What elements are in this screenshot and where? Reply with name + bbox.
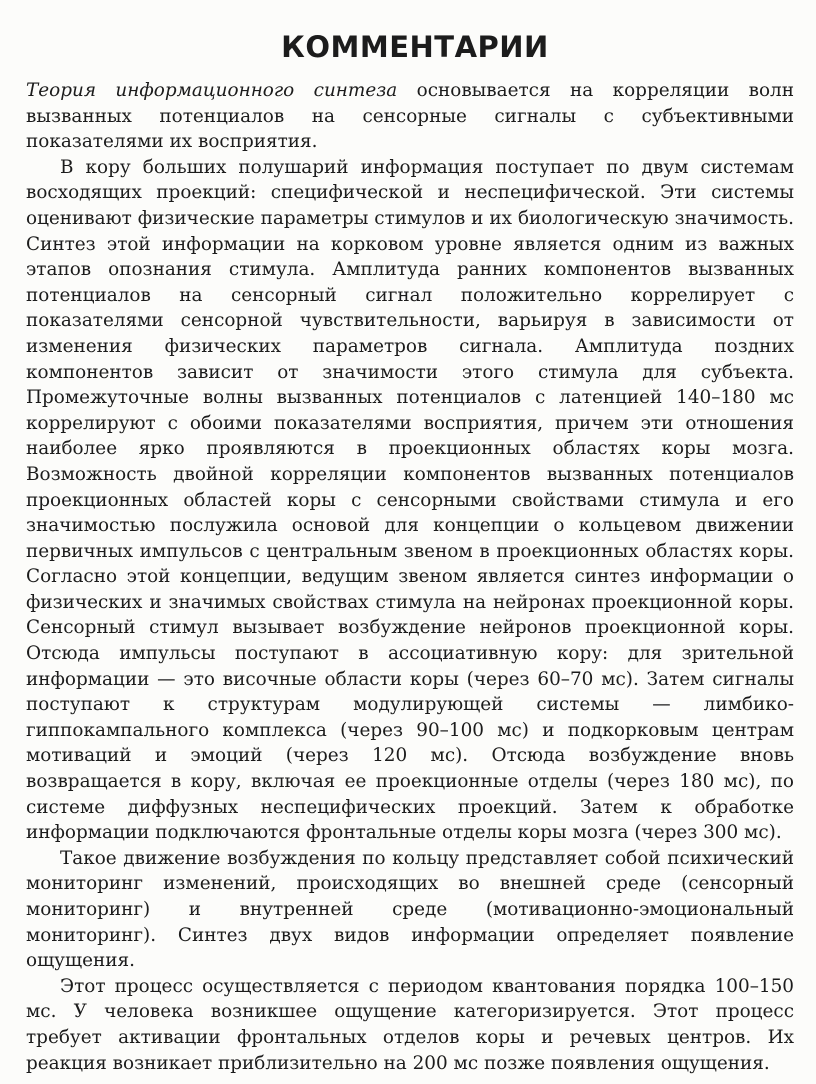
defined-term: Теория информационного синтеза — [26, 80, 398, 101]
paragraph-4: Этот процесс осуществляется с периодом квантования порядка 100–150 мс. У человека возникшее ощущение категоризируется. Этот процесс требует активации фронтальных отделов коры и речевых центров. Их реакция возникает приблизительно на 200 мс позже появления ощущения. — [26, 975, 794, 1074]
paragraph-1 — [26, 78, 794, 155]
page-title: КОММЕНТАРИИ — [281, 30, 549, 64]
body-text — [26, 78, 794, 1076]
paragraph-2: В кору больших полушарий информация поступает по двум системам восходящих проекций: специфической и неспецифической. Эти системы оценивают физические параметры стимулов и их биологическую значимость. Синтез этой информации на корковом уровне является одним из важных этапов опознания стимула. Амплитуда ранних компонентов вызванных потенциалов на сенсорный сигнал положительно коррелирует с показателями сенсорной чувствительности, варьируя в зависимости от изменения физических параметров сигнала. Амплитуда поздних компонентов зависит от значимости этого стимула для субъекта. Промежуточные волны вызванных потенциалов с латенцией 140–180 мс коррелируют с обоими показателями восприятия, причем эти отношения наиболее ярко проявляются в проекционных областях коры мозга. Возможность двойной корреляции компонентов вызванных потенциалов проекционных областей коры с сенсорными свойствами стимула и его значимостью послужила основой для концепции о кольцевом движении первичных импульсов с центральным звеном в проекционных областях коры. Согласно этой концепции, ведущим звеном является синтез информации о физических и значимых свойствах стимула на нейронах проекционной коры. Сенсорный стимул вызывает возбуждение нейронов проекционной коры. Отсюда импульсы поступают в ассоциативную кору: для зрительной информации — это височные области коры (через 60–70 мс). Затем сигналы поступают к структурам модулирующей системы — лимбико-гиппокампального комплекса (через 90–100 мс) и подкорковым центрам мотиваций и эмоций (через 120 мс). Отсюда возбуждение вновь возвращается в кору, включая ее проекционные отделы (через 180 мс), по системе диффузных неспецифических проекций. Затем к обработке информации подключаются фронтальные отделы коры мозга (через 300 мс). — [26, 156, 794, 844]
paragraph-1-text: основывается на корреляции волн вызванных потенциалов на сенсорные сигналы с субъективными показателями их восприятия. — [26, 80, 794, 153]
paragraph-3: Такое движение возбуждения по кольцу представляет собой психический мониторинг изменений, происходящих во внешней среде (сенсорный мониторинг) и внутренней среде (мотивационно-эмоциональный мониторинг). Синтез двух видов информации определяет появление ощущения. — [26, 847, 794, 972]
